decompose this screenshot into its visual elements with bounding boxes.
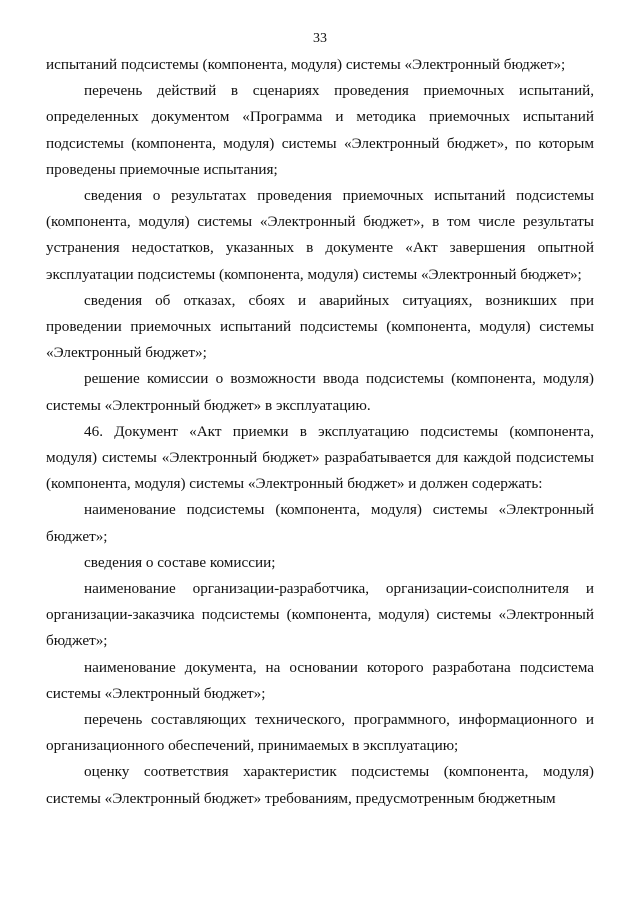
paragraph-subsystem-name: наименование подсистемы (компонента, модуля) системы «Электронный бюджет»; [46,501,594,545]
paragraph-commission-decision: решение комиссии о возможности ввода подсистемы (компонента, модуля) системы «Электронный бюджет» в эксплуатацию. [46,370,594,414]
paragraph-test-results: сведения о результатах проведения приемочных испытаний подсистемы (компонента, модуля) системы «Электронный бюджет», в том числе результаты устранения недостатков, указанных в документе «Акт завершения опытной эксплуатации подсистемы (компонента, модуля) системы «Электронный бюджет»; [46,187,594,283]
paragraph-continuation: испытаний подсистемы (компонента, модуля) системы «Электронный бюджет»; [46,56,566,73]
document-body [46,52,594,812]
page-number: 33 [313,31,327,46]
paragraph-basis-document: наименование документа, на основании которого разработана подсистема системы «Электронный бюджет»; [46,658,594,702]
paragraph-commission-composition: сведения о составе комиссии; [84,553,276,571]
paragraph-compliance-assessment: оценку соответствия характеристик подсистемы (компонента, модуля) системы «Электронный бюджет» требованиям, предусмотренным бюджетным [46,763,594,807]
paragraph-organizations: наименование организации-разработчика, организации-соисполнителя и организации-заказчика подсистемы (компонента, модуля) системы «Электронный бюджет»; [46,580,594,650]
paragraph-actions-list: перечень действий в сценариях проведения приемочных испытаний, определенных документом «Программа и методика приемочных испытаний подсистемы (компонента, модуля) системы «Электронный бюджет», по которым проведены приемочные испытания; [46,82,594,178]
paragraph-item-46: 46. Документ «Акт приемки в эксплуатацию подсистемы (компонента, модуля) системы «Электронный бюджет» разрабатывается для каждой подсистемы (компонента, модуля) системы «Электронный бюджет» и должен содержать: [46,422,594,493]
paragraph-failures: сведения об отказах, сбоях и аварийных ситуациях, возникших при проведении приемочных испытаний подсистемы (компонента, модуля) системы «Электронный бюджет»; [46,291,594,362]
paragraph-support-components: перечень составляющих технического, программного, информационного и организационного обеспечений, принимаемых в эксплуатацию; [46,711,594,755]
